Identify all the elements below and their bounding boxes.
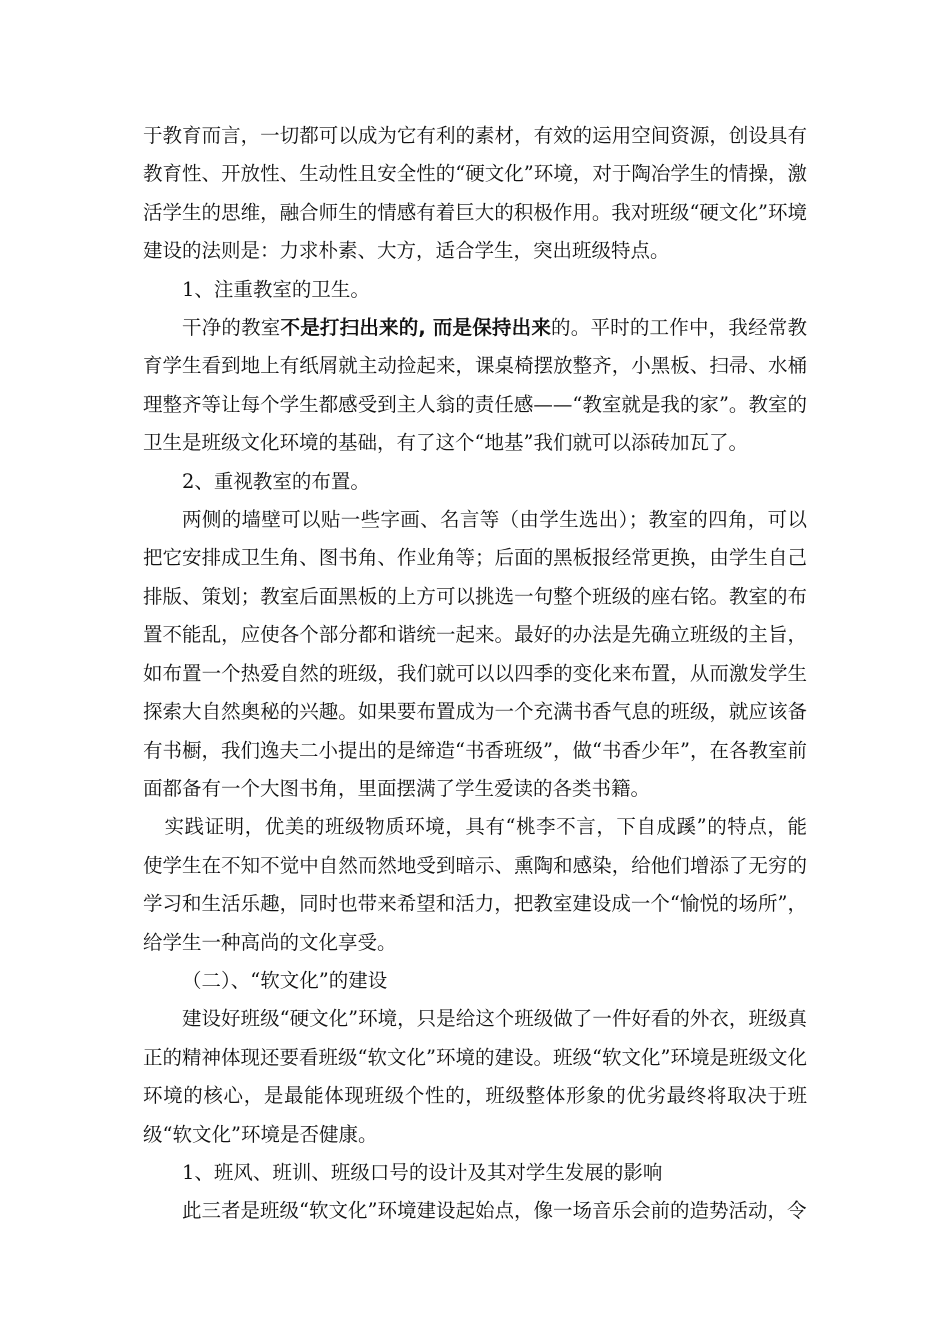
document-body [143,117,807,1231]
paragraph-hard-culture-intro: 于教育而言，一切都可以成为它有利的素材，有效的运用空间资源，创设具有教育性、开放性、生动性且安全性的“硬文化”环境，对于陶冶学生的情操，激活学生的思维，融合师生的情感有着巨大的积极作用。我对班级“硬文化”环境建设的法则是：力求朴素、大方，适合学生，突出班级特点。 [143,124,807,263]
paragraph-classroom-hygiene [143,309,807,463]
paragraph-classroom-layout: 两侧的墙壁可以贴一些字画、名言等（由学生选出）；教室的四角，可以把它安排成卫生角、图书角、作业角等；后面的黑板报经常更换，由学生自己排版、策划；教室后面黑板的上方可以挑选一句整个班级的座右铭。教室的布置不能乱，应使各个部分都和谐统一起来。最好的办法是先确立班级的主旨，如布置一个热爱自然的班级，我们就可以以四季的变化来布置，从而激发学生探索大自然奥秘的兴趣。如果要布置成为一个充满书香气息的班级，就应该备有书橱，我们逸夫二小提出的是缔造“书香班级”，做“书香少年”，在各教室前面都备有一个大图书角，里面摆满了学生爱读的各类书籍。 [143,508,807,800]
paragraph-soft-culture: 建设好班级“硬文化”环境，只是给这个班级做了一件好看的外衣，班级真正的精神体现还要看班级“软文化”环境的建设。班级“软文化”环境是班级文化环境的核心，是最能体现班级个性的，班级整体形象的优劣最终将取决于班级“软文化”环境是否健康。 [143,1007,807,1146]
heading-classroom-layout: 2、重视教室的布置。 [182,469,370,493]
heading-class-motto: 1、班风、班训、班级口号的设计及其对学生发展的影响 [182,1160,663,1184]
paragraph-class-motto: 此三者是班级“软文化”环境建设起始点，像一场音乐会前的造势活动，令 [182,1199,807,1223]
hygiene-text-start: 干净的教室 [182,316,281,340]
heading-classroom-hygiene: 1、注重教室的卫生。 [182,277,370,301]
hygiene-text-rest: 的。平时的工作中，我经常教育学生看到地上有纸屑就主动捡起来，课桌椅摆放整齐，小黑板、扫帚、水桶理整齐等让每个学生都感受到主人翁的责任感——“教室就是我的家”。教室的卫生是班级文化环境的基础，有了这个“地基”我们就可以添砖加瓦了。 [143,316,807,455]
paragraph-practice-proves: 实践证明，优美的班级物质环境，具有“桃李不言，下自成蹊”的特点，能使学生在不知不觉中自然而然地受到暗示、熏陶和感染，给他们增添了无穷的学习和生活乐趣，同时也带来希望和活力，把教室建设成一个“愉悦的场所”，给学生一种高尚的文化享受。 [143,815,807,954]
heading-soft-culture: （二）、“软文化”的建设 [182,968,388,992]
hygiene-bold-phrase: 不是打扫出来的, 而是保持出来 [280,316,552,340]
